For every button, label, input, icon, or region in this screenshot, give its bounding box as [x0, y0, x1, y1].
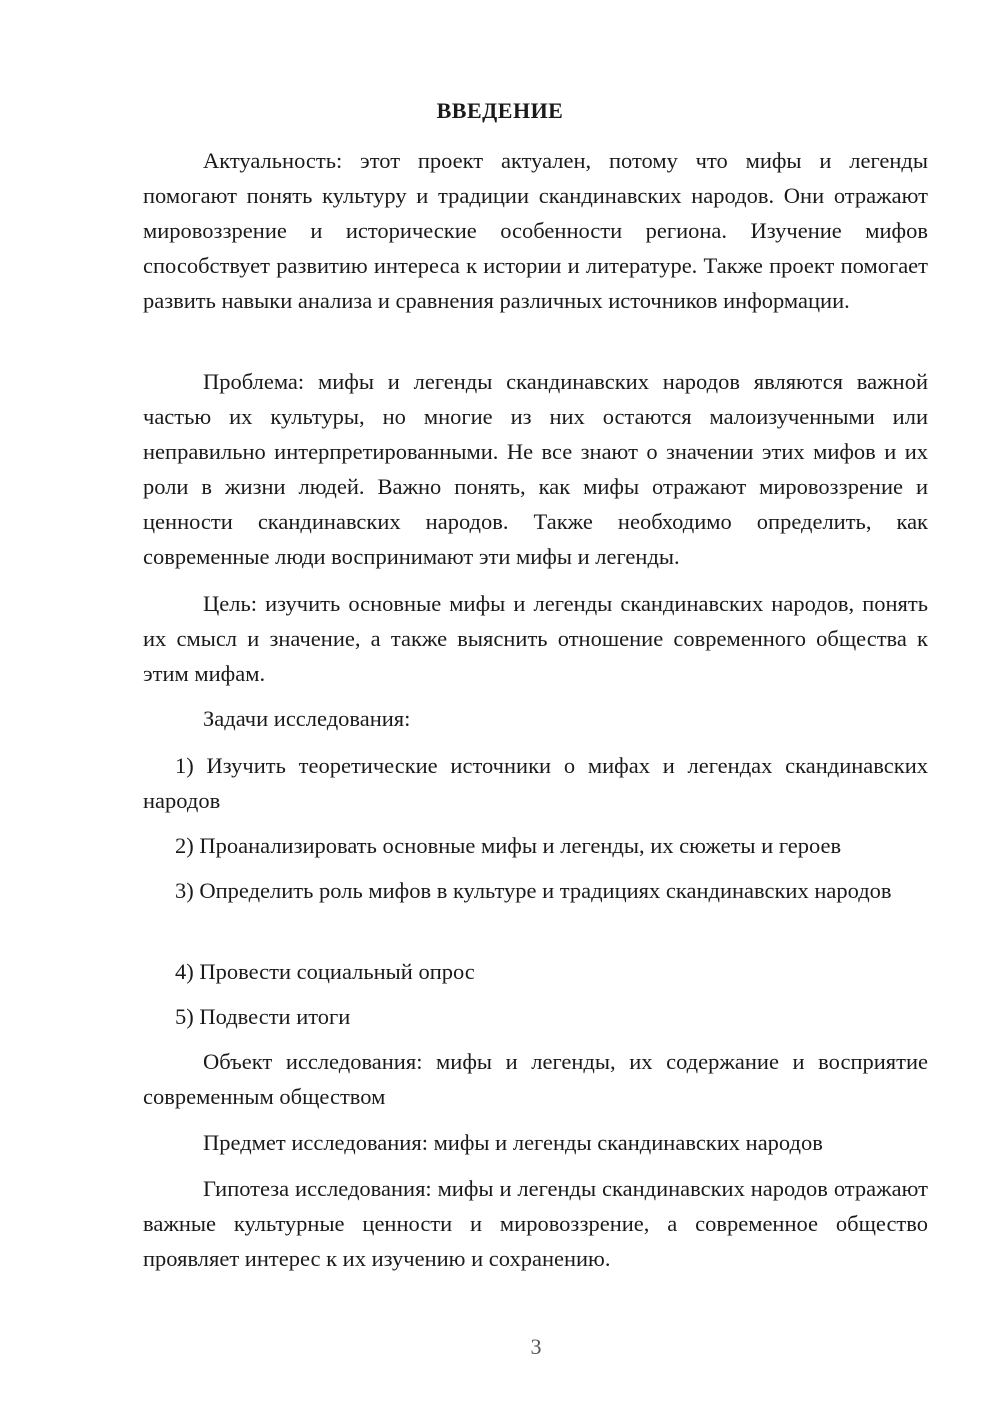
paragraph-goal: Цель: изучить основные мифы и легенды скандинавских народов, понять их смысл и значение, а также выяснить отношение современного общества к этим мифам. [143, 591, 928, 686]
paragraph-relevance: Актуальность: этот проект актуален, потому что мифы и легенды помогают понять культуру и традиции скандинавских народов. Они отражают мировоззрение и исторические особенности региона. Изучение мифов способствует развитию интереса к истории и литературе. Также проект помогает развить навыки анализа и сравнения различных источников информации. [143, 148, 928, 313]
paragraph-hypothesis: Гипотеза исследования: мифы и легенды скандинавских народов отражают важные культурные ценности и мировоззрение, а современное общество проявляет интерес к их изучению и сохранению. [143, 1176, 928, 1271]
task-item: 3) Определить роль мифов в культуре и традициях скандинавских народов [175, 878, 892, 903]
task-item: 1) Изучить теоретические источники о мифах и легендах скандинавских народов [143, 753, 928, 813]
task-item: 4) Провести социальный опрос [175, 959, 475, 984]
task-item: 5) Подвести итоги [175, 1004, 351, 1029]
paragraph-object: Объект исследования: мифы и легенды, их содержание и восприятие современным обществом [143, 1049, 928, 1109]
page-number: 3 [530, 1334, 542, 1359]
paragraph-problem: Проблема: мифы и легенды скандинавских народов являются важной частью их культуры, но многие из них остаются малоизученными или неправильно интерпретированными. Не все знают о значении этих мифов и их роли в жизни людей. Важно понять, как мифы отражают мировоззрение и ценности скандинавских народов. Также необходимо определить, как современные люди воспринимают эти мифы и легенды. [143, 369, 928, 569]
page-title: ВВЕДЕНИЕ [436, 98, 564, 123]
task-item: 2) Проанализировать основные мифы и легенды, их сюжеты и героев [175, 833, 842, 858]
paragraph-subject: Предмет исследования: мифы и легенды скандинавских народов [203, 1130, 823, 1155]
tasks-heading: Задачи исследования: [203, 706, 411, 731]
